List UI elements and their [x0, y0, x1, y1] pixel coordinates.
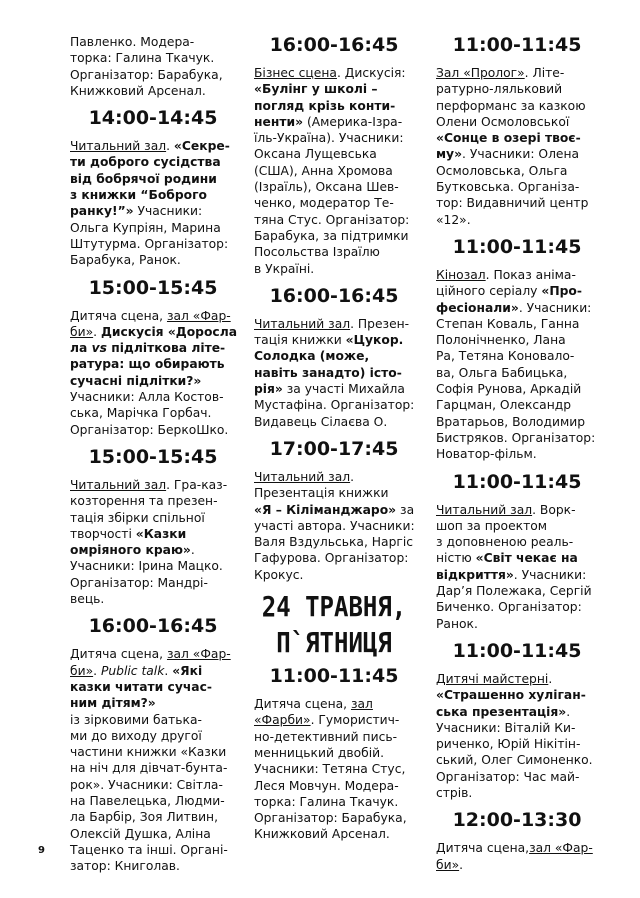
line: ський, Олег Симоненко.: [436, 753, 593, 768]
line: стрів.: [436, 785, 473, 800]
line: із зірковими батька-: [70, 712, 202, 727]
line: з книжки “Боброго: [70, 188, 207, 203]
line: частини книжки «Казки: [70, 745, 227, 760]
line: Зал «Пролог». Літе-: [436, 66, 565, 80]
venue-link[interactable]: би»: [70, 324, 94, 339]
line: Організатор: Час май-: [436, 769, 580, 784]
line: Дитячі майстерні.: [436, 671, 553, 686]
line: Бутковська. Організа-: [436, 180, 580, 195]
line: «Сонце в озері твоє-: [436, 131, 581, 146]
line: ченко, модератор Те-: [254, 196, 394, 211]
line: Таценко та інші. Органі-: [70, 842, 228, 857]
line: Бистряков. Організатор:: [436, 430, 596, 445]
line: Павленко. Модера-: [70, 35, 195, 49]
line: казки читати сучас-: [70, 679, 212, 694]
event: [436, 34, 598, 228]
event-time: 11:00-11:45: [269, 665, 399, 688]
venue-link[interactable]: Читальний зал: [254, 469, 351, 484]
line: Бізнес сцена. Дискусія:: [254, 66, 406, 80]
venue-link[interactable]: Зал «Пролог»: [436, 66, 525, 80]
day-heading: [254, 590, 414, 660]
event: [70, 446, 236, 607]
line: Олени Осмоловської: [436, 114, 570, 129]
line: Кінозал. Показ аніма-: [436, 267, 576, 282]
line: Учасники: Віталій Ки-: [436, 720, 576, 735]
line: Софія Рунова, Аркадій: [436, 382, 582, 397]
venue-link[interactable]: Бізнес сцена: [254, 66, 337, 80]
line: ційного серіалу «Про-: [436, 284, 582, 299]
line: Новатор-фільм.: [436, 447, 537, 462]
line: від бобрячої родини: [70, 171, 217, 186]
line: Солодка (може,: [254, 349, 370, 364]
line: Штутурма. Організатор:: [70, 236, 229, 251]
event: [70, 615, 236, 874]
venue-link[interactable]: Кінозал: [436, 267, 486, 282]
page-number: 9: [38, 845, 45, 856]
line: «Булінг у школі –: [254, 82, 378, 97]
line: Читальний зал.: [254, 469, 355, 484]
line: ратура: що обирають: [70, 357, 225, 372]
event: [254, 438, 414, 583]
event-time: 11:00-11:45: [452, 639, 582, 662]
line: Леся Мовчун. Модера-: [254, 778, 399, 793]
line: їль-Україна). Учасники:: [254, 131, 404, 146]
line: Учасники: Алла Костов-: [70, 390, 224, 405]
line: Дитяча сцена,зал «Фар-: [436, 841, 593, 856]
event: [254, 665, 414, 843]
line: ністю «Світ чекає на: [436, 551, 578, 566]
line: тяна Стус. Організатор:: [254, 212, 410, 227]
line: Читальний зал. «Секре-: [70, 139, 230, 154]
venue-link[interactable]: зал «Фар-: [166, 308, 231, 323]
line: шоп за проектом: [436, 518, 548, 533]
venue-link[interactable]: зал «Фар-: [529, 841, 593, 856]
day-heading-weekday: П`ЯТНИЦЯ: [276, 626, 392, 660]
line: творчості «Казки: [70, 526, 187, 541]
column-1: [70, 34, 236, 874]
event-time: 12:00-13:30: [452, 809, 582, 832]
line: ла Барбір, Зоя Литвин,: [70, 810, 219, 825]
day-heading-date: 24 ТРАВНЯ,: [261, 590, 407, 624]
venue-link[interactable]: Читальний зал: [254, 316, 351, 331]
line: тація збірки спільної: [70, 510, 205, 525]
line: Посольства Ізраїлю: [254, 245, 380, 260]
line: ратурно-ляльковий: [436, 82, 563, 97]
event: [436, 809, 598, 873]
line: Видавець Сілаєва О.: [254, 414, 388, 429]
venue-link[interactable]: Дитячі майстерні: [436, 671, 549, 686]
venue-link[interactable]: «Фарби»: [254, 713, 311, 728]
venue-link[interactable]: зал: [350, 697, 373, 712]
line: тор: Видавничий центр: [436, 196, 589, 211]
line: ми до виходу другої: [70, 728, 202, 743]
line: Книжковий Арсенал.: [254, 827, 390, 842]
event: [254, 285, 414, 430]
venue-link[interactable]: Читальний зал: [70, 477, 167, 492]
line: но-детективний пись-: [254, 729, 398, 744]
line: Ольга Купріян, Марина: [70, 220, 221, 235]
line: ранку!”» Учасники:: [70, 204, 203, 219]
line: Олексій Душка, Аліна: [70, 826, 211, 841]
line: Барабука, Ранок.: [70, 253, 181, 268]
line: Барабука, за підтримки: [254, 228, 409, 243]
column-3: [436, 34, 598, 873]
venue-link[interactable]: Читальний зал: [436, 502, 533, 517]
event-continuation: [70, 34, 236, 99]
line: ська презентація».: [436, 704, 571, 719]
venue-link[interactable]: би»: [436, 857, 460, 872]
line: Гафурова. Організатор:: [254, 551, 409, 566]
line: риченко, Юрій Нікітін-: [436, 737, 581, 752]
line: ва, Ольга Бабицька,: [436, 365, 568, 380]
line: перформанс за казкою: [436, 98, 586, 113]
line: менницький двобій.: [254, 745, 385, 760]
line: Степан Коваль, Ганна: [436, 316, 580, 331]
venue-link[interactable]: би»: [70, 663, 94, 678]
event-time: 16:00-16:45: [88, 615, 218, 638]
line: Організатор: Барабука,: [70, 67, 223, 82]
line: омріяного краю».: [70, 543, 195, 558]
line: навіть занадто) істо-: [254, 365, 402, 380]
line: Дар’я Полежака, Сергій: [436, 584, 592, 599]
line: Дитяча сцена, зал: [254, 697, 373, 712]
line: ним дітям?»: [70, 696, 156, 711]
line: в Україні.: [254, 261, 315, 276]
line: Книжковий Арсенал.: [70, 83, 206, 98]
event-time: 14:00-14:45: [88, 107, 218, 130]
line: му». Учасники: Олена: [436, 147, 580, 162]
line: «Я – Кіліманджаро» за: [254, 502, 415, 517]
line: Ра, Тетяна Коновало-: [436, 349, 575, 364]
line: торка: Галина Ткачук.: [70, 51, 215, 66]
column-2: [254, 34, 414, 843]
event: [70, 107, 236, 268]
line: ти доброго сусідства: [70, 155, 221, 170]
line: затор: Книголав.: [70, 859, 180, 874]
line: на Павелецька, Людми-: [70, 793, 225, 808]
line: торка: Галина Ткачук.: [254, 794, 399, 809]
line: фесіонали». Учасники:: [436, 300, 592, 315]
event: [436, 640, 598, 801]
line: Читальний зал. Презен-: [254, 316, 410, 331]
line: погляд крізь конти-: [254, 98, 396, 113]
venue-link[interactable]: зал «Фар-: [166, 647, 231, 662]
line: Презентація книжки: [254, 486, 389, 501]
line: Читальний зал. Гра-каз-: [70, 477, 228, 492]
event-time: 15:00-15:45: [88, 445, 218, 468]
line: Крокус.: [254, 567, 304, 582]
event-time: 11:00-11:45: [452, 235, 582, 258]
event-time: 15:00-15:45: [88, 276, 218, 299]
event-time: 17:00-17:45: [269, 437, 399, 460]
line: сучасні підлітки?»: [70, 373, 202, 388]
event: [70, 277, 236, 438]
line: рок». Учасники: Світла-: [70, 777, 223, 792]
line: з доповненою реаль-: [436, 535, 574, 550]
line: вець.: [70, 592, 105, 607]
line: ська, Марічка Горбач.: [70, 406, 212, 421]
line: Оксана Лущевська: [254, 147, 377, 162]
line: на ніч для дівчат-бунта-: [70, 761, 228, 776]
line: рія» за участі Михайла: [254, 382, 405, 397]
line: Учасники: Тетяна Стус,: [254, 762, 406, 777]
line: відкриття». Учасники:: [436, 567, 587, 582]
line: козторення та презен-: [70, 494, 218, 509]
line: Дитяча сцена, зал «Фар-: [70, 308, 231, 323]
line: Організатор: Барабука,: [254, 811, 407, 826]
line: би».: [436, 857, 464, 872]
line: тація книжки «Цукор.: [254, 333, 404, 348]
event: [436, 471, 598, 632]
event-time: 11:00-11:45: [452, 470, 582, 493]
event: [436, 236, 598, 463]
line: би». Дискусія «Доросла: [70, 324, 238, 339]
line: Полонічненко, Лана: [436, 333, 566, 348]
venue-link[interactable]: Читальний зал: [70, 139, 167, 154]
line: Учасники: Ірина Мацко.: [70, 559, 223, 574]
line: би». Public talk. «Які: [70, 663, 203, 678]
line: Читальний зал. Ворк-: [436, 502, 576, 517]
line: Організатор: БеркоШко.: [70, 422, 229, 437]
line: (Ізраїль), Оксана Шев-: [254, 180, 399, 195]
event: [254, 34, 414, 277]
line: «Страшенно хуліган-: [436, 688, 586, 703]
line: Гарцман, Олександр: [436, 398, 572, 413]
line: Валя Вздульська, Наргіс: [254, 535, 414, 550]
line: Ранок.: [436, 616, 478, 631]
line: Дитяча сцена, зал «Фар-: [70, 647, 231, 662]
line: ненти» (Америка-Ізра-: [254, 114, 403, 129]
line: участі автора. Учасники:: [254, 518, 415, 533]
event-time: 16:00-16:45: [269, 34, 399, 56]
line: Мустафіна. Організатор:: [254, 398, 415, 413]
line: Осмоловська, Ольга: [436, 163, 568, 178]
line: «Фарби». Гумористич-: [254, 713, 400, 728]
line: Биченко. Організатор:: [436, 600, 582, 615]
line: (США), Анна Хромова: [254, 163, 393, 178]
line: Вратарьов, Володимир: [436, 414, 586, 429]
line: «12».: [436, 212, 471, 227]
line: Організатор: Мандрі-: [70, 575, 208, 590]
event-time: 11:00-11:45: [452, 34, 582, 56]
event-time: 16:00-16:45: [269, 284, 399, 307]
line: ла vs підліткова літе-: [70, 341, 226, 356]
